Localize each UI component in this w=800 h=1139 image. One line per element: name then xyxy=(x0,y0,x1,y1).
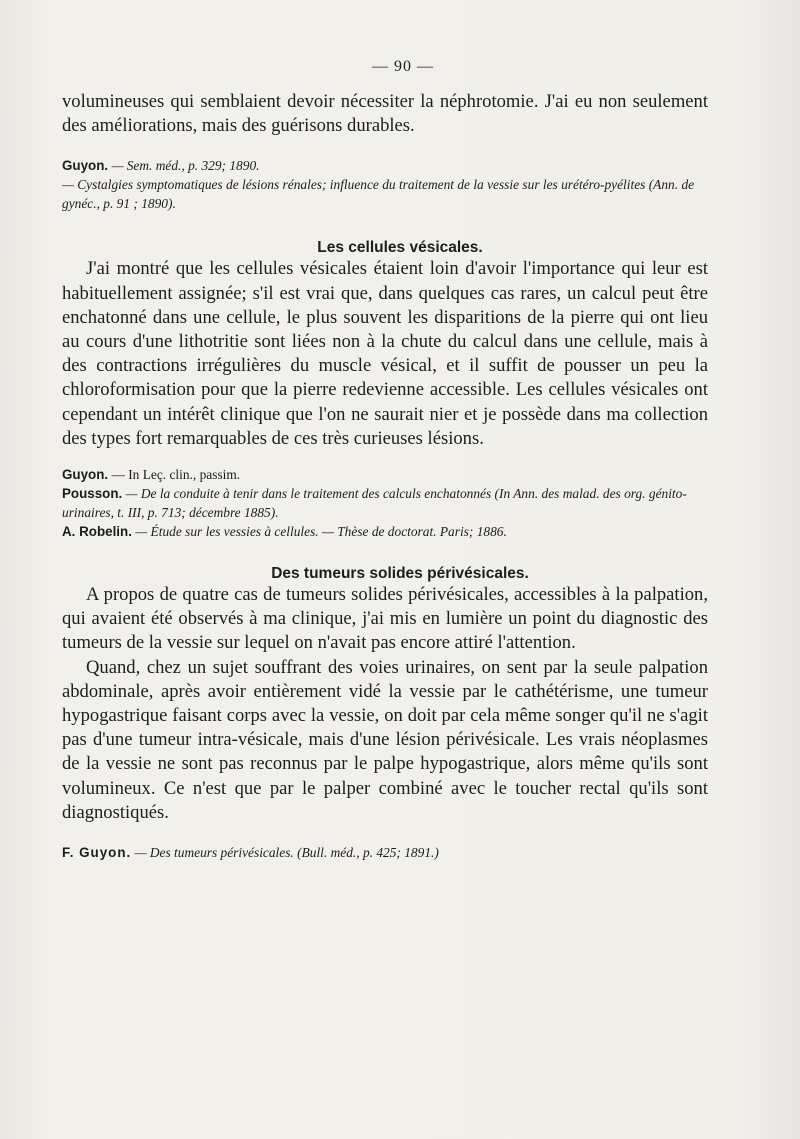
reference-entry xyxy=(62,156,708,175)
reference-entry xyxy=(62,175,708,213)
reference-text: — Cystalgies symptomatiques de lésions rénales; influence du traitement de la vessie sur les urétéro-pyélites (Ann. de gynéc., p. 91 ; 1890). xyxy=(62,177,695,212)
reference-text: — In Leç. clin., passim. xyxy=(108,467,241,483)
paragraph: J'ai montré que les cellules vésicales étaient loin d'avoir l'importance qui leur est habituellement assignée; s'il est vrai que, dans quelques cas rares, un calcul peut être enchatonné dans une cellule, le plus souvent les disparitions de la pierre qui ont lieu au cours d'une lithotritie sont liées non à la chute du calcul dans une cellule, mais à des contractions irrégulières du muscle vésical, et il suffit de pousser un peu la chloroformisation pour que la pierre redevienne accessible. Les cellules vésicales ont cependant un intérêt clinique que l'on ne saurait nier et je possède dans ma collection des types fort remarquables de ces très curieuses lésions. xyxy=(62,258,708,449)
reference-text: — Étude sur les vessies à cellules. — Thèse de doctorat. Paris; 1886. xyxy=(131,524,507,540)
reference-entry xyxy=(62,484,708,522)
section-heading: Les cellules vésicales. xyxy=(317,239,483,257)
reference-entry xyxy=(62,522,708,541)
reference-author: Pousson. xyxy=(62,486,123,502)
paragraph: Quand, chez un sujet souffrant des voies urinaires, on sent par la seule palpation abdominale, après avoir entièrement vidé la vessie par le cathétérisme, une tumeur hypogastrique faisant corps avec la vessie, on doit par cela même songer qu'il ne s'agit pas d'une tumeur intra-vésicale, mais d'une lésion périvésicale. Les vrais néoplasmes de la vessie ne sont pas reconnus par le palpe hypogastrique, alors même qu'ils sont volumineux. Ce n'est que par le palper combiné avec le toucher rectal qu'ils sont diagnostiqués. xyxy=(62,656,708,823)
reference-list xyxy=(62,465,708,541)
reference-entry xyxy=(62,465,708,484)
reference-author: Guyon. xyxy=(62,158,109,174)
reference-text: — De la conduite à tenir dans le traitement des calculs enchatonnés (In Ann. des malad. des org. génito-urinaires, t. III, p. 713; décembre 1885). xyxy=(62,486,687,521)
reference-text: — Sem. méd., p. 329; 1890. xyxy=(108,158,260,174)
section-heading: Des tumeurs solides périvésicales. xyxy=(271,565,529,583)
reference-list xyxy=(62,156,708,213)
reference-list xyxy=(62,843,708,862)
reference-entry xyxy=(62,843,708,862)
page-number: — 90 — xyxy=(372,58,434,75)
reference-author: F. Guyon. xyxy=(62,845,132,861)
reference-author: A. Robelin. xyxy=(62,524,132,540)
reference-author: Guyon. xyxy=(62,467,109,483)
paragraph: A propos de quatre cas de tumeurs solides périvésicales, accessibles à la palpation, qui avaient été observés à ma clinique, j'ai mis en lumière un point du diagnostic des tumeurs de la vessie sur lequel on n'avait pas encore attiré l'attention. xyxy=(62,584,708,654)
paragraph-continuation: volumineuses qui semblaient devoir nécessiter la néphrotomie. J'ai eu non seulement des améliorations, mais des guérisons durables. xyxy=(62,91,708,137)
reference-text: — Des tumeurs périvésicales. (Bull. méd., p. 425; 1891.) xyxy=(131,845,439,861)
